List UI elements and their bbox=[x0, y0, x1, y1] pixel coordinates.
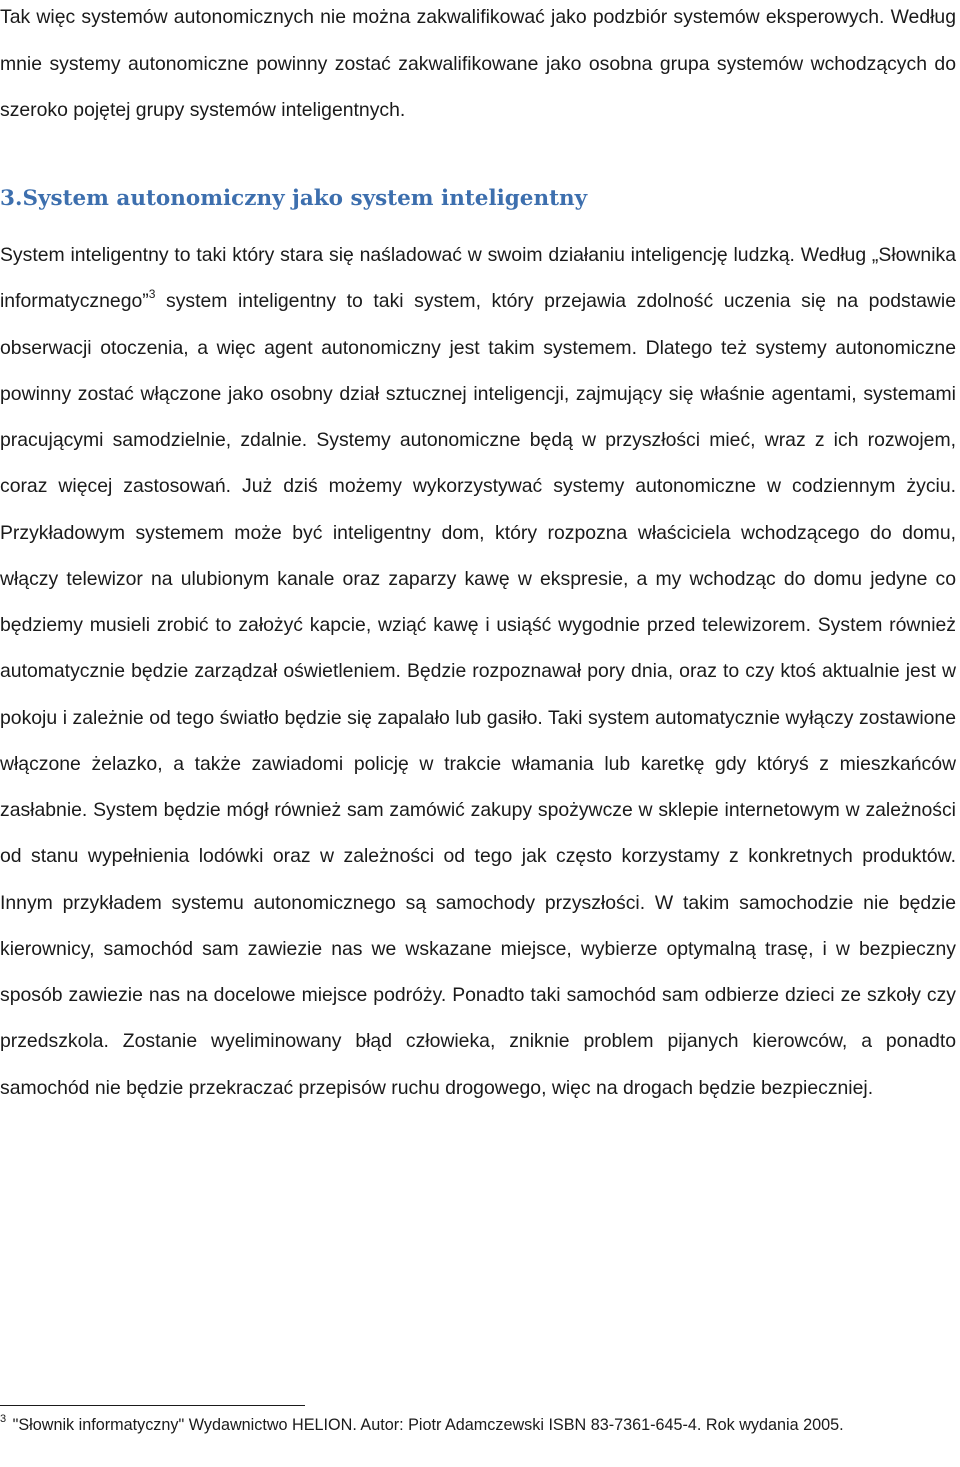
footnote-mark: 3 bbox=[0, 1413, 7, 1425]
body-paragraph bbox=[0, 232, 956, 1111]
footnote-text: "Słownik informatyczny" Wydawnictwo HELION. Autor: Piotr Adamczewski ISBN 83-7361-645-4. Rok wydania 2005. bbox=[12, 1416, 844, 1434]
section-heading bbox=[0, 178, 587, 220]
footnote-reference[interactable]: 3 bbox=[148, 287, 156, 302]
body-rest-text: system inteligentny to taki system, który przejawia zdolność uczenia się na podstawie obserwacji otoczenia, a więc agent autonomiczny jest takim systemem. Dlatego też systemy autonomiczne powinny zostać włączone jako osobny dział sztucznej inteligencji, zajmujący się właśnie agentami, systemami pracującymi samodzielnie, zdalnie. Systemy autonomiczne będą w przyszłości mieć, wraz z ich rozwojem, coraz więcej zastosowań. Już dziś możemy wykorzystywać systemy autonomiczne w codziennym życiu. Przykładowym systemem może być inteligentny dom, który rozpozna właściciela wchodzącego do domu, włączy telewizor na ulubionym kanale oraz zaparzy kawę w ekspresie, a my wchodząc do domu jedyne co będziemy musieli zrobić to założyć kapcie, wziąć kawę i usiąść wygodnie przed telewizorem. System również automatycznie będzie zarządzał oświetleniem. Będzie rozpoznawał pory dnia, oraz to czy ktoś aktualnie jest w pokoju i zależnie od tego światło będzie się zapalało lub gasiło. Taki system automatycznie wyłączy zostawione włączone żelazko, a także zawiadomi policję w trakcie włamania lub karetkę gdy któryś z mieszkańców zasłabnie. System będzie mógł również sam zamówić zakupy spożywcze w sklepie internetowym w zależności od stanu wypełnienia lodówki oraz w zależności od tego jak często korzystamy z konkretnych produktów. Innym przykładem systemu autonomicznego są samochody przyszłości. W takim samochodzie nie będzie kierownicy, samochód sam zawiezie nas we wskazane miejsce, wybierze optymalną trasę, i w bezpieczny sposób zawiezie nas na docelowe miejsce podróży. Ponadto taki samochód sam odbierze dzieci ze szkoły czy przedszkola. Zostanie wyeliminowany błąd człowieka, zniknie problem pijanych kierowców, a ponadto samochód nie będzie przekraczać przepisów ruchu drogowego, więc na drogach będzie bezpieczniej. bbox=[0, 290, 956, 1099]
section-title: System autonomiczny jako system inteligentny bbox=[22, 186, 588, 211]
intro-paragraph: Tak więc systemów autonomicznych nie można zakwalifikować jako podzbiór systemów eksperowych. Według mnie systemy autonomiczne powinny zostać zakwalifikowane jako osobna grupa systemów wchodzących do szeroko pojętej grupy systemów inteligentnych. bbox=[0, 6, 956, 122]
body-lead-text: System inteligentny to taki który stara się naśladować w swoim działaniu inteligencję ludzką. Według „Słownika informatycznego” bbox=[0, 244, 956, 313]
footnote-separator bbox=[0, 1405, 305, 1406]
footnote bbox=[0, 1413, 956, 1438]
section-number: 3. bbox=[0, 186, 23, 211]
